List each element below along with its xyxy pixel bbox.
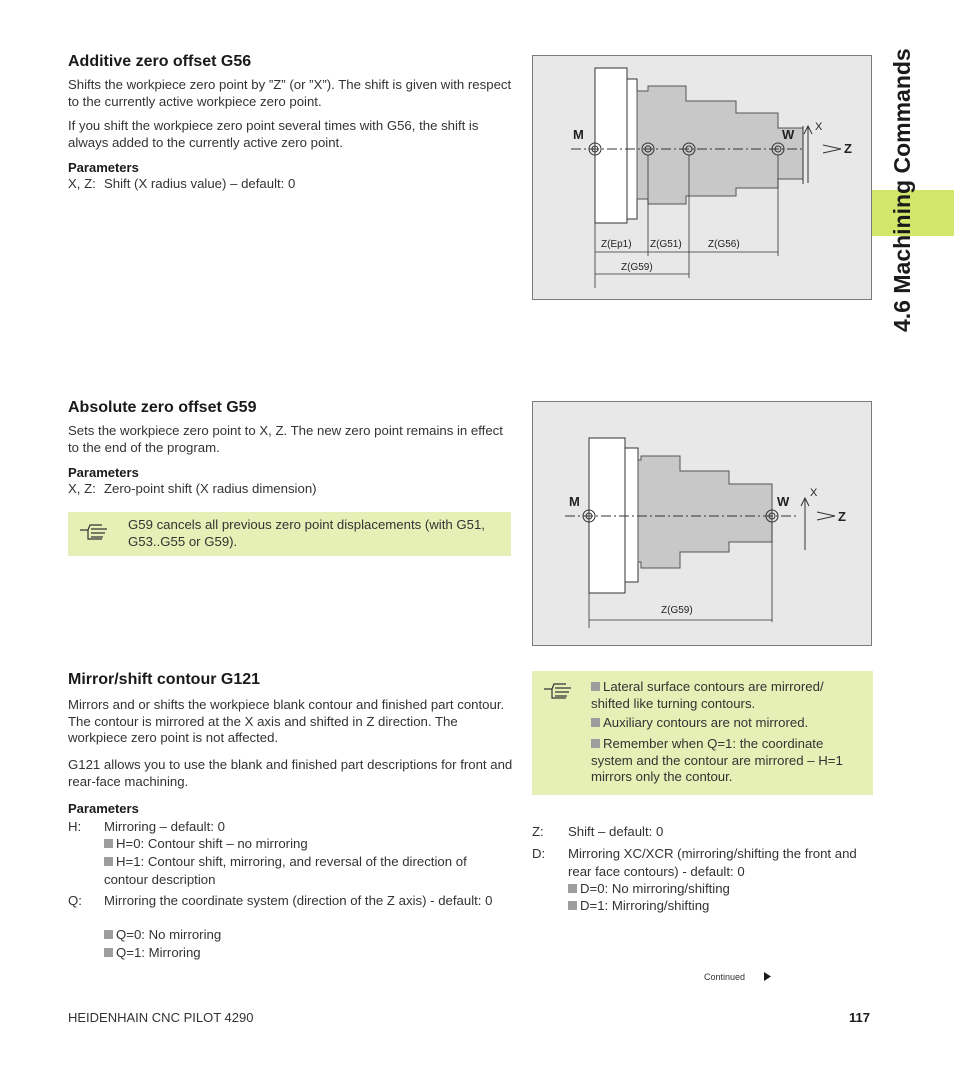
param-value: Mirroring XC/XCR (mirroring/shifting the front and rear face contours) - default: 0: [568, 846, 857, 879]
zg56-label: Z(G56): [708, 239, 740, 250]
w-label: W: [777, 494, 790, 509]
g59-paragraph-1: Sets the workpiece zero point to X, Z. The new zero point remains in effect to the end of the program.: [68, 423, 503, 455]
page-number: 117: [849, 1010, 870, 1025]
chapter-title: 4.6 Machining Commands: [889, 48, 915, 332]
param-value: Mirroring the coordinate system (direction of the Z axis) - default: 0: [104, 893, 493, 908]
g121-h-option-0: H=0: Contour shift – no mirroring: [104, 835, 504, 853]
param-key: X, Z:: [68, 481, 96, 496]
footer-manual-title: HEIDENHAIN CNC PILOT 4290: [68, 1010, 254, 1025]
param-key: D:: [532, 846, 546, 861]
bullet-square-icon: [591, 718, 600, 727]
g121-note: [532, 671, 873, 795]
g121-paragraph-2: G121 allows you to use the blank and finished part descriptions for front and rear-face machining.: [68, 757, 513, 789]
workpiece: [638, 456, 772, 568]
zg51-label: Z(G51): [650, 239, 682, 250]
pointing-hand-icon: [542, 679, 574, 701]
g121-note-item-1: Auxiliary contours are not mirrored.: [591, 715, 859, 732]
bullet-square-icon: [104, 948, 113, 957]
g59-param-xz: [68, 480, 508, 498]
g59-diagram: [533, 402, 873, 647]
param-key: Z:: [532, 824, 544, 839]
chuck-jaw: [625, 448, 638, 582]
x-label: X: [810, 487, 818, 499]
g121-d-option-0: D=0: No mirroring/shifting: [568, 880, 858, 898]
g59-note: [68, 512, 511, 556]
g121-parameters-label: Parameters: [68, 801, 139, 816]
g121-note-item-0: Lateral surface contours are mirrored/ shifted like turning contours.: [591, 679, 824, 711]
z-label: Z: [844, 141, 852, 156]
g121-param-z: [532, 823, 862, 843]
param-value: Shift (X radius value) – default: 0: [104, 176, 296, 191]
param-value: Shift – default: 0: [568, 824, 664, 839]
param-key: H:: [68, 819, 82, 834]
g59-heading: Absolute zero offset G59: [68, 399, 257, 416]
g56-diagram: [533, 56, 873, 301]
w-label: W: [782, 127, 795, 142]
g56-parameters-label: Parameters: [68, 160, 139, 175]
bullet-square-icon: [568, 901, 577, 910]
continued-link[interactable]: Continued: [704, 972, 771, 982]
g121-param-d: [532, 845, 862, 881]
g56-paragraph-1: Shifts the workpiece zero point by ”Z” (or ”X”). The shift is given with respect to the currently active workpiece zero point.: [68, 77, 512, 109]
m-label: M: [569, 494, 580, 509]
zg59-label: Z(G59): [621, 262, 653, 273]
z-arrow-icon: [823, 145, 841, 153]
g121-paragraph-1: Mirrors and or shifts the workpiece blank contour and finished part contour. The contour is mirrored at the X axis and shifted in Z direction. The workpiece zero point is not affected.: [68, 697, 505, 745]
pointing-hand-icon: [78, 520, 110, 542]
zg59-label: Z(G59): [661, 605, 693, 616]
g59-note-text: G59 cancels all previous zero point displacements (with G51, G53..G55 or G59).: [128, 517, 485, 549]
g121-note-item-2: Remember when Q=1: the coordinate system and the contour are mirrored – H=1 mirrors only the contour.: [591, 736, 843, 784]
g56-heading: Additive zero offset G56: [68, 53, 252, 70]
z-arrow-icon: [817, 512, 835, 520]
z-label: Z: [838, 509, 846, 524]
g121-heading: Mirror/shift contour G121: [68, 671, 261, 688]
bullet-square-icon: [104, 857, 113, 866]
bullet-square-icon: [591, 682, 600, 691]
x-label: X: [815, 121, 823, 133]
g59-parameters-label: Parameters: [68, 465, 139, 480]
g56-paragraph-2: If you shift the workpiece zero point several times with G56, the shift is always added to the currently active zero point.: [68, 118, 479, 150]
g121-param-q: [68, 892, 508, 928]
g56-param-xz: [68, 175, 508, 193]
g121-h-option-1: H=1: Contour shift, mirroring, and reversal of the direction of contour description: [104, 854, 467, 887]
m-label: M: [573, 127, 584, 142]
param-key: X, Z:: [68, 176, 96, 191]
param-value: Zero-point shift (X radius dimension): [104, 481, 317, 496]
bullet-square-icon: [104, 930, 113, 939]
param-key: Q:: [68, 893, 82, 908]
g121-d-option-1: D=1: Mirroring/shifting: [568, 897, 858, 915]
bullet-square-icon: [568, 884, 577, 893]
g59-figure: [532, 401, 872, 646]
g121-q-option-1: Q=1: Mirroring: [104, 944, 504, 962]
bullet-square-icon: [104, 839, 113, 848]
zep1-label: Z(Ep1): [601, 239, 632, 250]
g121-q-option-0: Q=0: No mirroring: [104, 926, 504, 944]
bullet-square-icon: [591, 739, 600, 748]
param-value: Mirroring – default: 0: [104, 819, 225, 834]
g56-figure: [532, 55, 872, 300]
play-arrow-icon: [764, 972, 771, 981]
